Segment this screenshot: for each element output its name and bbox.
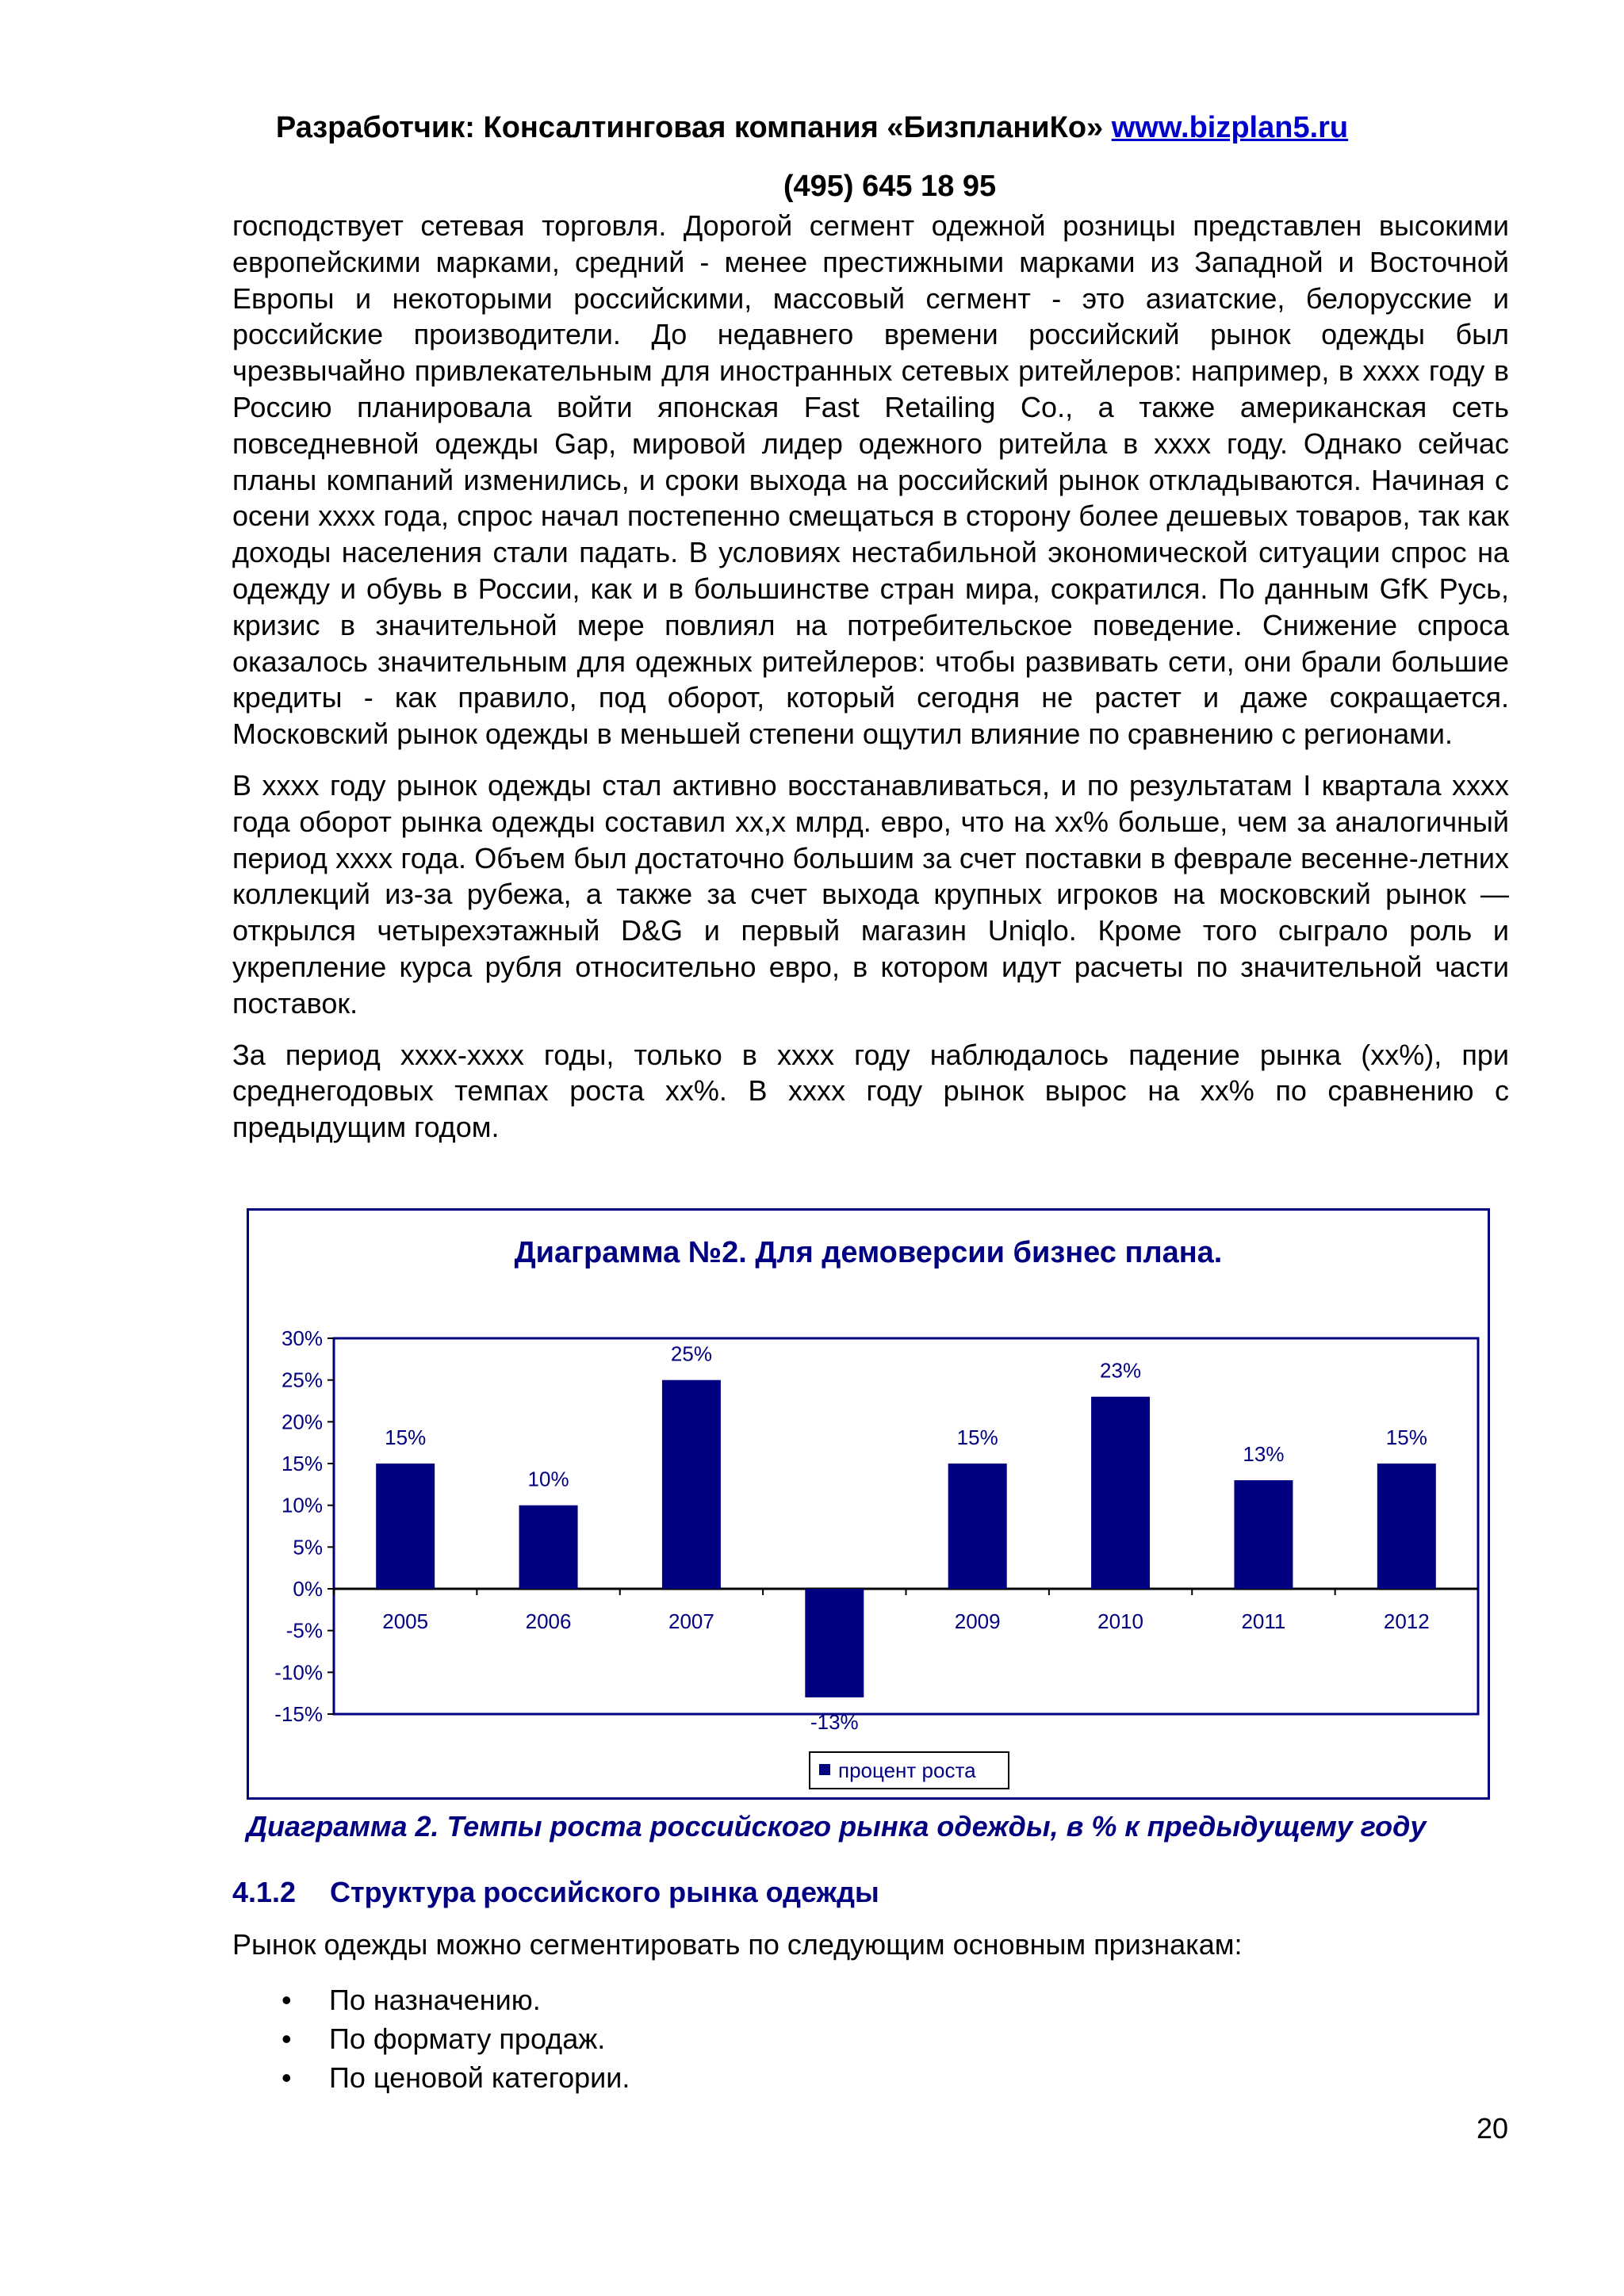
x-tick-label: 2012 [1383, 1609, 1430, 1633]
header-developer-text: Разработчик: Консалтинговая компания «БизпланиКо» [275, 111, 1104, 144]
chart-title: Диаграмма №2. Для демоверсии бизнес плана. [514, 1236, 1223, 1269]
y-tick-label: 20% [281, 1410, 323, 1434]
header-phone: (495) 645 18 95 [783, 170, 997, 203]
data-label: 25% [670, 1341, 712, 1366]
x-tick-label: 2009 [954, 1609, 1001, 1633]
legend-swatch [819, 1764, 830, 1775]
data-label: 15% [956, 1425, 998, 1449]
bar-chart [249, 1211, 1488, 1797]
data-label: 23% [1100, 1358, 1142, 1383]
y-tick-label: 15% [281, 1452, 323, 1475]
data-label: 15% [385, 1425, 427, 1449]
legend-label: процент роста [838, 1758, 976, 1782]
x-tick-label: 2006 [525, 1609, 572, 1633]
bar [948, 1464, 1007, 1589]
chart-frame [247, 1208, 1490, 1800]
x-tick-label: 2010 [1097, 1609, 1143, 1633]
figure-caption: Диаграмма 2. Темпы роста российского рынка одежды, в % к предыдущему году [247, 1810, 1427, 1843]
y-tick-label: 30% [281, 1326, 323, 1350]
bar [376, 1464, 435, 1589]
y-tick-label: 10% [281, 1493, 323, 1517]
plot-area [334, 1338, 1478, 1714]
data-label: -13% [810, 1709, 859, 1734]
bar [805, 1589, 864, 1697]
bar [1377, 1464, 1436, 1589]
list-item: • По назначению. [232, 1980, 630, 2019]
bar [1234, 1480, 1293, 1589]
bar [519, 1506, 578, 1589]
bar [1091, 1397, 1150, 1589]
x-tick-label: 2011 [1241, 1609, 1286, 1633]
body-text [232, 208, 1509, 1161]
y-tick-label: -5% [285, 1618, 323, 1643]
section-title: Структура российского рынка одежды [330, 1876, 879, 1908]
data-label: 13% [1243, 1442, 1285, 1467]
section-heading [232, 1876, 879, 1909]
intro-text: Рынок одежды можно сегментировать по следующим основным признакам: [232, 1928, 1243, 1961]
y-tick-label: 25% [281, 1368, 323, 1392]
list-item: • По формату продаж. [232, 2019, 630, 2058]
list-item: • По ценовой категории. [232, 2058, 630, 2097]
section-number: 4.1.2 [232, 1876, 297, 1908]
page-number: 20 [1477, 2112, 1509, 2145]
y-tick-label: 5% [293, 1535, 323, 1559]
y-tick-label: -10% [274, 1660, 323, 1685]
paragraph-1: господствует сетевая торговля. Дорогой сегмент одежной розницы представлен высокими европейскими марками, средний - менее престижными марками из Западной и Восточной Европы и некоторыми российскими, массовый сегмент - это азиатские, белорусские и российские производители. До недавнего времени российский рынок одежды был чрезвычайно привлекательным для иностранных сетевых ритейлеров: например, в хххх году в Россию планировала войти японская Fast Retailing Co., а также американская сеть повседневной одежды Gap, мировой лидер одежного ритейла в хххх году. Однако сейчас планы компаний изменились, и сроки выхода на российский рынок откладываются. Начиная с осени хххх года, спрос начал постепенно смещаться в сторону более дешевых товаров, так как доходы населения стали падать. В условиях нестабильной экономической ситуации спрос на одежду и обувь в России, как и в большинстве стран мира, сократился. По данным GfK Русь, кризис в значительной мере повлиял на потребительское поведение. Снижение спроса оказалось значительным для одежных ритейлеров: чтобы развивать сети, они брали большие кредиты - как правило, под оборот, который сегодня не растет и даже сокращается. Московский рынок одежды в меньшей степени ощутил влияние по сравнению с регионами. [232, 209, 1509, 751]
bullet-list [232, 1980, 630, 2097]
y-tick-label: -15% [274, 1702, 323, 1726]
data-label: 15% [1385, 1425, 1427, 1449]
paragraph-3: За период хххх-хххх годы, только в хххх году наблюдалось падение рынка (хх%), при среднегодовых темпах роста хх%. В хххх году рынок вырос на хх% по сравнению с предыдущим годом. [232, 1038, 1509, 1144]
x-tick-label: 2007 [668, 1609, 714, 1633]
data-label: 10% [527, 1467, 569, 1491]
paragraph-2: В хххх году рынок одежды стал активно восстанавливаться, и по результатам I квартала хххх года оборот рынка одежды составил хх,х млрд. евро, что на хх% больше, чем за аналогичный период хххх года. Объем был достаточно большим за счет поставки в феврале весенне-летних коллекций из-за рубежа, а также за счет выхода крупных игроков на московский рынок — открылся четырехэтажный D&G и первый магазин Uniqlo. Кроме того сыграло роль и укрепление курса рубля относительно евро, в котором идут расчеты по значительной части поставок. [232, 768, 1509, 1020]
x-tick-label: 2005 [382, 1609, 429, 1633]
site-link[interactable]: www.bizplan5.ru [1111, 111, 1349, 144]
y-tick-label: 0% [293, 1577, 323, 1601]
header-developer-line [0, 111, 1624, 145]
bar [662, 1380, 721, 1589]
